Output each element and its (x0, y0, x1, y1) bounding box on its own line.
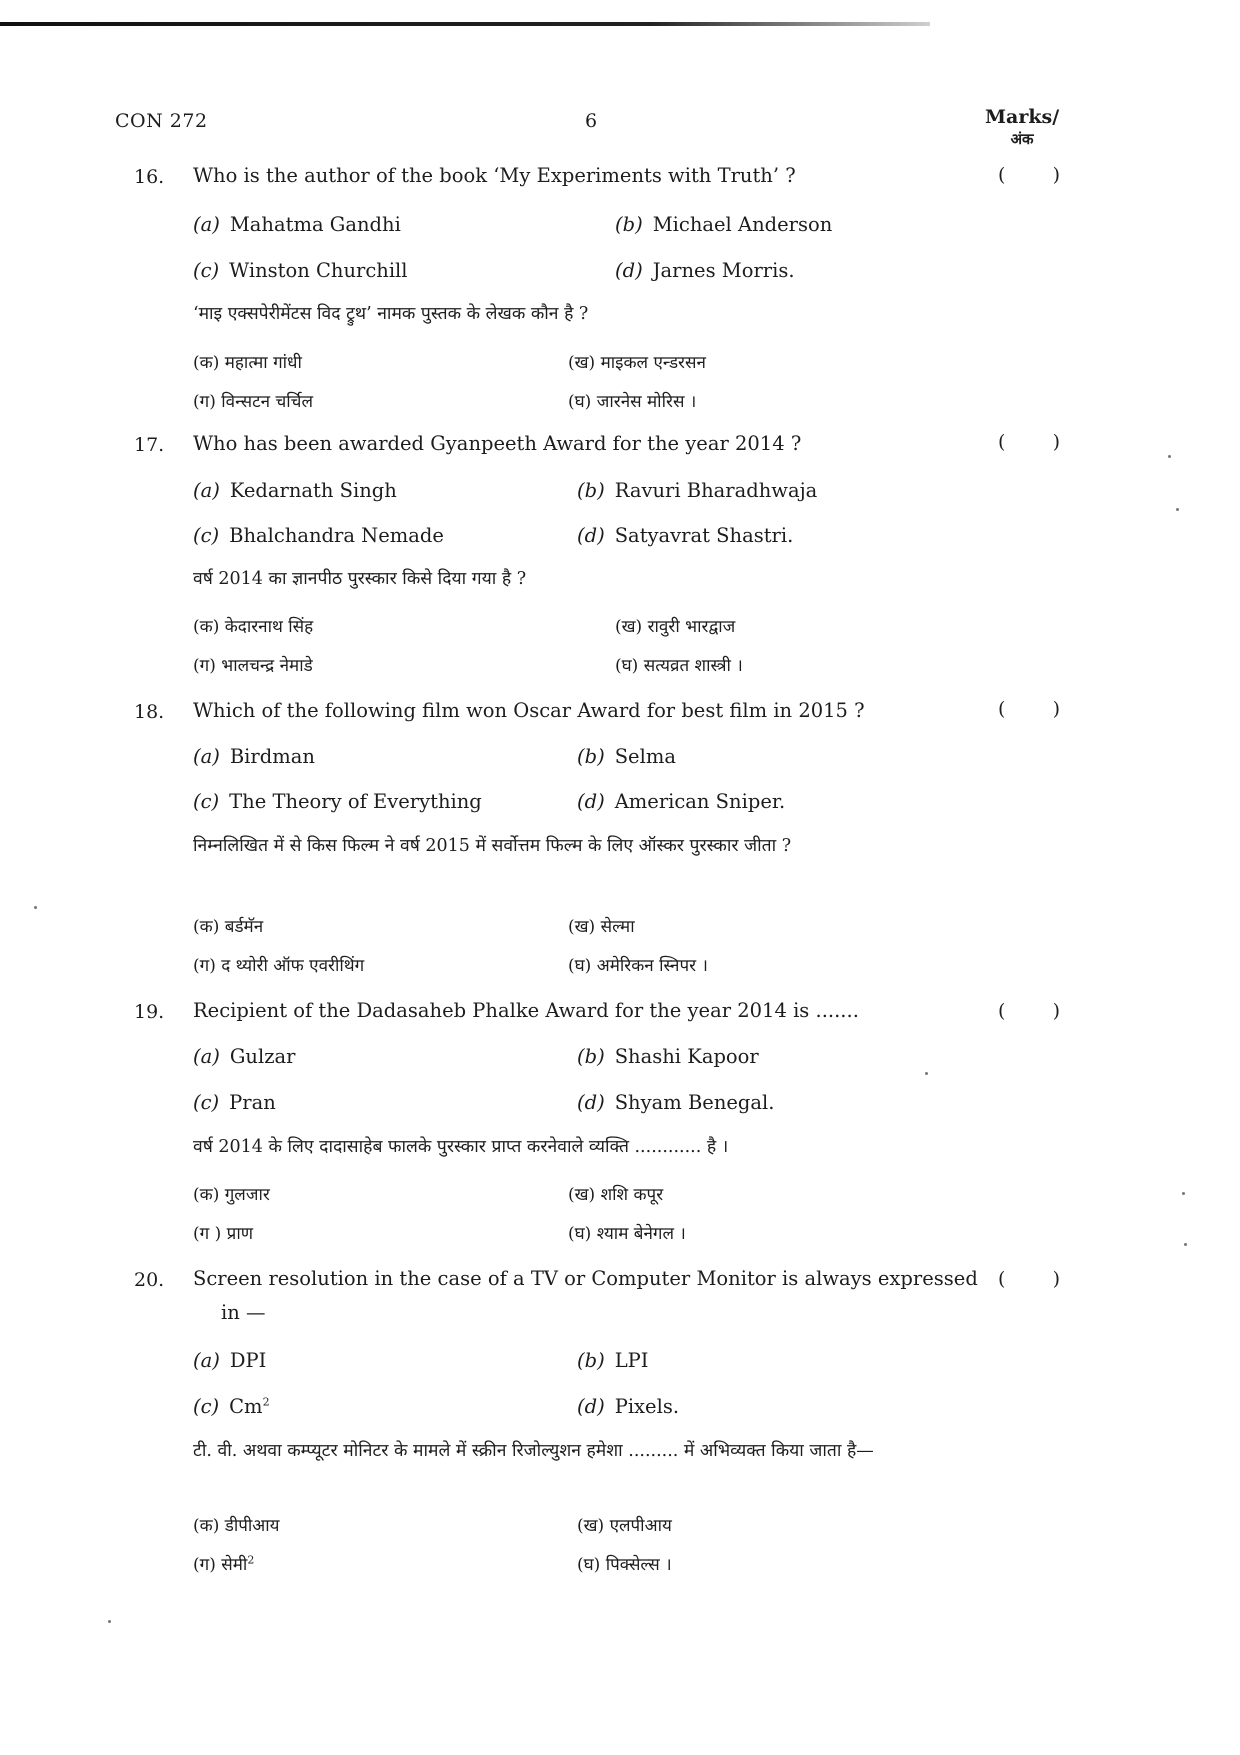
option: (a) Gulzar (193, 1045, 296, 1068)
scan-speck (1182, 1192, 1185, 1195)
marks-box: ( ) (998, 1268, 1060, 1290)
option: (b) Ravuri Bharadhwaja (577, 479, 818, 502)
option: (c) Pran (193, 1091, 276, 1114)
question-text: Screen resolution in the case of a TV or Computer Monitor is always expressed in — (193, 1267, 978, 1324)
option: (a) Mahatma Gandhi (193, 213, 401, 236)
hindi-option: (घ) श्याम बेनेगल । (568, 1224, 686, 1244)
hindi-option: (ख) सेल्मा (568, 917, 635, 937)
hindi-option: (ख) माइकल एन्डरसन (568, 353, 706, 373)
hindi-option: (ख) रावुरी भारद्वाज (615, 617, 736, 637)
hindi-option: (क) केदारनाथ सिंह (193, 617, 314, 637)
question-text: Recipient of the Dadasaheb Phalke Award for the year 2014 is ....... (193, 999, 859, 1022)
hindi-option: (क) बर्डमॅन (193, 917, 264, 937)
option: (d) Pixels. (577, 1395, 680, 1418)
scan-speck (108, 1620, 111, 1623)
hindi-option: (घ) अमेरिकन स्निपर । (568, 956, 708, 976)
question-number: 16. (134, 166, 165, 188)
option: (b) Shashi Kapoor (577, 1045, 759, 1068)
option: (c) Winston Churchill (193, 259, 408, 282)
page-number: 6 (585, 110, 598, 132)
question-text: Which of the following film won Oscar Award for best film in 2015 ? (193, 699, 865, 722)
hindi-option: (ग) भालचन्द्र नेमाडे (193, 656, 313, 676)
question-text-hindi: निम्नलिखित में से किस फिल्म ने वर्ष 2015 में सर्वोत्तम फिल्म के लिए ऑस्कर पुरस्कार जीता ? (193, 836, 792, 856)
hindi-option: (क) महात्मा गांधी (193, 353, 302, 373)
option: (d) Jarnes Morris. (615, 259, 795, 282)
hindi-option: (क) डीपीआय (193, 1516, 280, 1536)
option: (a) Kedarnath Singh (193, 479, 397, 502)
hindi-option: (ग) द थ्योरी ऑफ एवरीथिंग (193, 956, 365, 976)
paper-code: CON 272 (115, 110, 208, 132)
option: (b) Selma (577, 745, 676, 768)
option: (a) Birdman (193, 745, 315, 768)
question-number: 18. (134, 701, 165, 723)
marks-box: ( ) (998, 1000, 1060, 1022)
question-text-hindi: टी. वी. अथवा कम्प्यूटर मोनिटर के मामले में स्क्रीन रिजोल्युशन हमेशा ......... में अभिव्यक्त किया जाता है— (193, 1441, 874, 1461)
scan-speck (1168, 455, 1171, 458)
hindi-option: (घ) पिक्सेल्स । (577, 1555, 672, 1575)
question-number: 19. (134, 1001, 165, 1023)
marks-box: ( ) (998, 431, 1060, 453)
option: (c) The Theory of Everything (193, 790, 482, 813)
question-text: Who is the author of the book ‘My Experiments with Truth’ ? (193, 164, 796, 187)
question-number: 17. (134, 434, 165, 456)
option: (c) Bhalchandra Nemade (193, 524, 444, 547)
question-text-hindi: वर्ष 2014 के लिए दादासाहेब फालके पुरस्कार प्राप्त करनेवाले व्यक्ति ............ है । (193, 1137, 729, 1157)
option: (d) Satyavrat Shastri. (577, 524, 794, 547)
option: (b) Michael Anderson (615, 213, 833, 236)
hindi-option: (घ) जारनेस मोरिस । (568, 392, 697, 412)
hindi-option: (घ) सत्यव्रत शास्त्री । (615, 656, 743, 676)
question-text-hindi: वर्ष 2014 का ज्ञानपीठ पुरस्कार किसे दिया गया है ? (193, 569, 527, 589)
option: (d) Shyam Benegal. (577, 1091, 775, 1114)
option: (a) DPI (193, 1349, 267, 1372)
hindi-option: (ग) विन्सटन चर्चिल (193, 392, 313, 412)
scan-speck (34, 906, 37, 909)
option: (c) Cm$^2$ (193, 1395, 270, 1418)
marks-heading-hi: अंक (1010, 130, 1034, 148)
option: (b) LPI (577, 1349, 649, 1372)
question-text: Who has been awarded Gyanpeeth Award for the year 2014 ? (193, 432, 802, 455)
question-text-hindi: ‘माइ एक्सपेरीमेंटस विद ट्रुथ’ नामक पुस्तक के लेखक कौन है ? (193, 304, 589, 324)
scan-speck (1184, 1243, 1187, 1246)
hindi-option: (ग ) प्राण (193, 1224, 254, 1244)
hindi-option: (ग) सेमी$^2$ (193, 1553, 255, 1575)
question-number: 20. (134, 1269, 165, 1291)
hindi-option: (ख) शशि कपूर (568, 1185, 664, 1205)
hindi-option: (ख) एलपीआय (577, 1516, 672, 1536)
marks-box: ( ) (998, 698, 1060, 720)
hindi-option: (क) गुलजार (193, 1185, 270, 1205)
marks-heading-en: Marks/ (985, 106, 1060, 128)
marks-box: ( ) (998, 164, 1060, 186)
scan-speck (925, 1072, 928, 1075)
scan-speck (1176, 508, 1179, 511)
option: (d) American Sniper. (577, 790, 786, 813)
marks-heading (985, 106, 1059, 150)
